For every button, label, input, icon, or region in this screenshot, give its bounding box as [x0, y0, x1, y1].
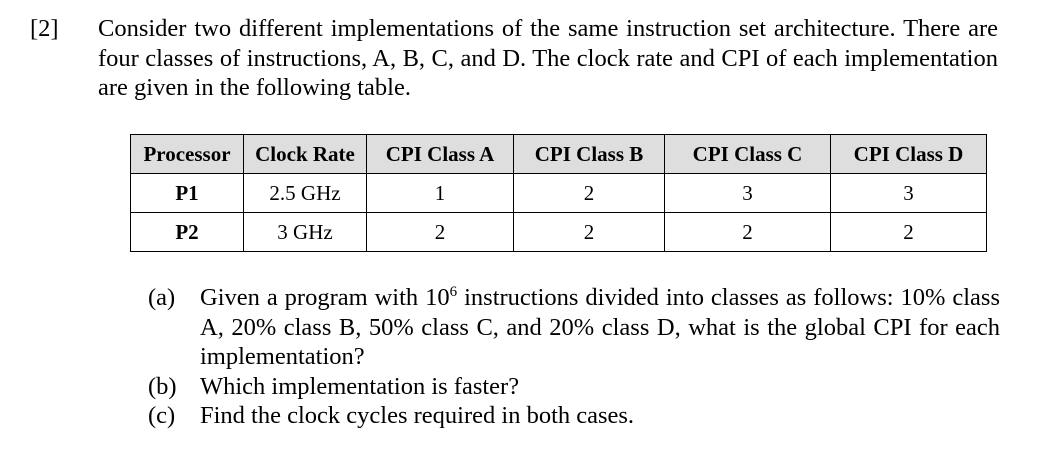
table-row — [131, 213, 987, 252]
cell-cpi-b: 2 — [514, 213, 665, 252]
part-a-text-before: Given a program with 10 — [200, 284, 450, 311]
part-b-label: (b) — [148, 372, 177, 400]
part-a-text-after: instructions divided into classes as follows: 10% class A, 20% class B, 50% class C, and 20% class D, what is the global CPI for each implementation? — [200, 284, 1000, 370]
cell-cpi-b: 2 — [514, 174, 665, 213]
header-cpi-class-c: CPI Class C — [665, 135, 831, 174]
sub-questions — [148, 283, 1000, 431]
question-number: [2] — [30, 15, 59, 42]
cell-cpi-a: 2 — [367, 213, 514, 252]
table-row — [131, 174, 987, 213]
part-a-label: (a) — [148, 284, 176, 311]
part-a-text — [200, 283, 1000, 372]
cell-cpi-d: 2 — [831, 213, 987, 252]
header-cpi-class-b: CPI Class B — [514, 135, 665, 174]
question-text: Consider two different implementations of the same instruction set architecture. There are four classes of instructions, A, B, C, and D. The clock rate and CPI of each implementation are given in the following table. — [98, 15, 998, 101]
cell-clock-rate: 2.5 GHz — [244, 174, 367, 213]
question-line — [30, 14, 998, 103]
part-b — [148, 372, 1000, 402]
cell-processor: P2 — [131, 213, 244, 252]
cell-processor: P1 — [131, 174, 244, 213]
cell-cpi-d: 3 — [831, 174, 987, 213]
question-block — [30, 14, 998, 103]
part-a — [148, 283, 1000, 372]
cell-cpi-a: 1 — [367, 174, 514, 213]
cell-cpi-c: 3 — [665, 174, 831, 213]
part-b-text: Which implementation is faster? — [200, 372, 520, 400]
cpi-table — [130, 134, 987, 252]
cell-cpi-c: 2 — [665, 213, 831, 252]
cell-clock-rate: 3 GHz — [244, 213, 367, 252]
part-c-text: Find the clock cycles required in both cases. — [200, 402, 635, 429]
table-header-row — [131, 135, 987, 174]
header-cpi-class-d: CPI Class D — [831, 135, 987, 174]
header-processor: Processor — [131, 135, 244, 174]
header-clock-rate: Clock Rate — [244, 135, 367, 174]
part-c — [148, 401, 1000, 431]
part-a-exponent: 6 — [449, 284, 458, 300]
part-c-label: (c) — [148, 402, 176, 429]
header-cpi-class-a: CPI Class A — [367, 135, 514, 174]
